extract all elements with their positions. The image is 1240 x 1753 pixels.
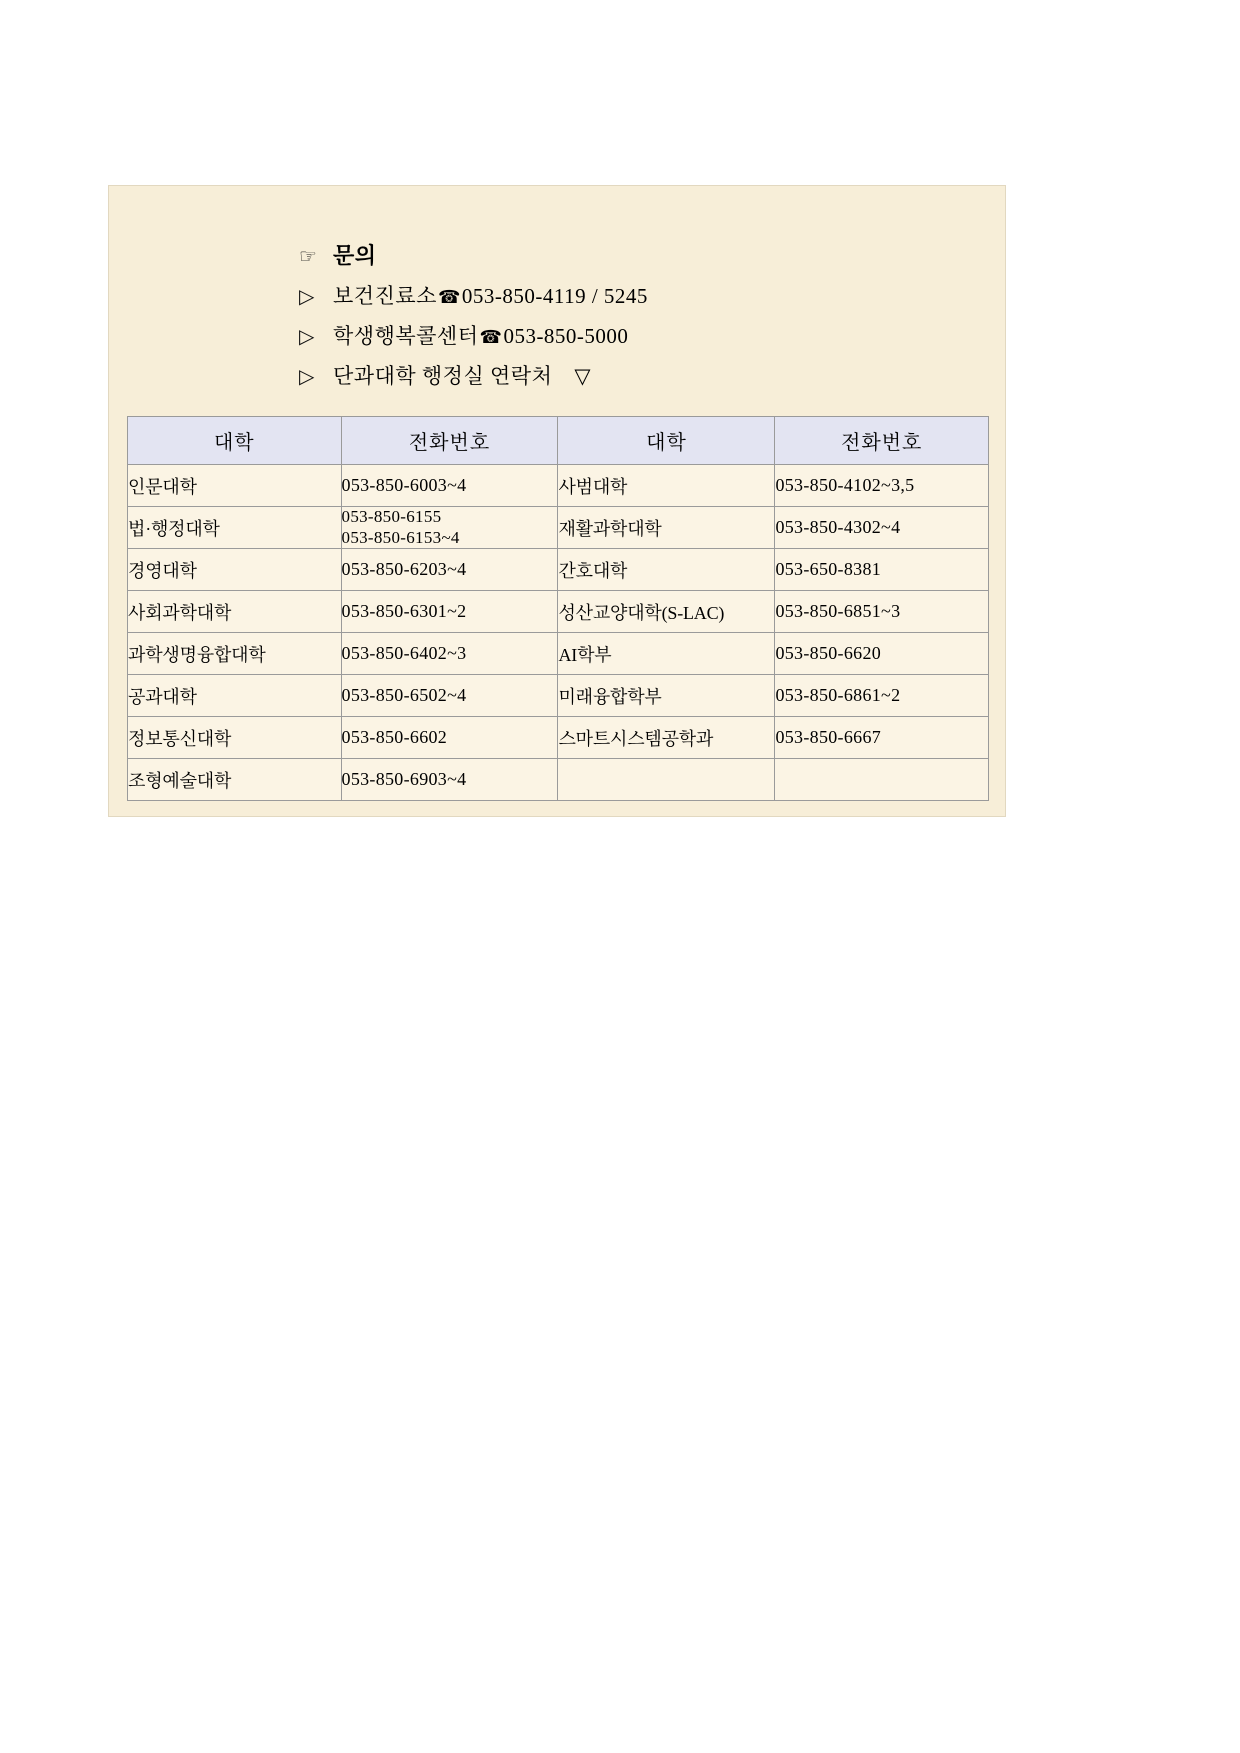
cell-college: 사회과학대학	[128, 591, 342, 633]
cell-phone: 053-850-6620	[775, 633, 989, 675]
notice-line-1-label: 보건진료소	[333, 284, 437, 308]
table-row	[128, 633, 989, 675]
cell-phone-line-2: 053-850-6153~4	[341, 527, 460, 547]
cell-college: 스마트시스템공학과	[558, 717, 775, 759]
telephone-icon: ☎	[479, 327, 503, 347]
cell-college: 정보통신대학	[128, 717, 342, 759]
cell-phone: 053-850-6861~2	[775, 675, 989, 717]
cell-phone: 053-850-4102~3,5	[775, 465, 989, 507]
notice-title: 문의	[333, 243, 377, 268]
cell-phone	[341, 507, 558, 549]
notice-header	[299, 241, 979, 402]
column-header-phone-1: 전화번호	[341, 417, 558, 465]
triangle-right-icon: ▷	[299, 326, 315, 348]
cell-phone: 053-850-4302~4	[775, 507, 989, 549]
table-row	[128, 507, 989, 549]
cell-phone: 053-850-6903~4	[341, 759, 558, 801]
table-row	[128, 549, 989, 591]
cell-phone: 053-850-6402~3	[341, 633, 558, 675]
cell-phone: 053-850-6003~4	[341, 465, 558, 507]
cell-phone: 053-850-6502~4	[341, 675, 558, 717]
cell-phone-empty	[775, 759, 989, 801]
table-row	[128, 759, 989, 801]
cell-phone: 053-850-6203~4	[341, 549, 558, 591]
cell-college: 미래융합학부	[558, 675, 775, 717]
cell-college: 공과대학	[128, 675, 342, 717]
cell-college: AI학부	[558, 633, 775, 675]
pointing-hand-icon: ☞	[299, 246, 318, 268]
notice-line-2-label: 학생행복콜센터	[333, 324, 479, 348]
column-header-phone-2: 전화번호	[775, 417, 989, 465]
telephone-icon: ☎	[437, 287, 461, 307]
cell-college: 법·행정대학	[128, 507, 342, 549]
cell-phone: 053-850-6602	[341, 717, 558, 759]
cell-phone: 053-850-6851~3	[775, 591, 989, 633]
cell-college: 경영대학	[128, 549, 342, 591]
triangle-right-icon: ▷	[299, 286, 315, 308]
notice-title-line	[299, 241, 979, 271]
table-row	[128, 675, 989, 717]
table-row	[128, 591, 989, 633]
table-header-row	[128, 417, 989, 465]
contact-panel	[108, 185, 1006, 817]
notice-line-1-phone: 053-850-4119 / 5245	[461, 284, 648, 308]
cell-college: 과학생명융합대학	[128, 633, 342, 675]
cell-phone: 053-850-6667	[775, 717, 989, 759]
notice-line-3-label: 단과대학 행정실 연락처	[333, 364, 553, 388]
cell-college: 성산교양대학(S-LAC)	[558, 591, 775, 633]
cell-college: 인문대학	[128, 465, 342, 507]
notice-line-2	[299, 322, 979, 351]
cell-college: 재활과학대학	[558, 507, 775, 549]
cell-phone-line-1: 053-850-6155	[341, 507, 442, 527]
column-header-college-1: 대학	[128, 417, 342, 465]
table-row	[128, 717, 989, 759]
cell-college: 간호대학	[558, 549, 775, 591]
table-row	[128, 465, 989, 507]
triangle-down-icon: ▽	[574, 364, 592, 388]
cell-college: 조형예술대학	[128, 759, 342, 801]
column-header-college-2: 대학	[558, 417, 775, 465]
notice-line-2-phone: 053-850-5000	[503, 324, 629, 348]
cell-phone: 053-850-6301~2	[341, 591, 558, 633]
cell-phone: 053-650-8381	[775, 549, 989, 591]
triangle-right-icon: ▷	[299, 366, 315, 388]
notice-line-3	[299, 362, 979, 391]
cell-college: 사범대학	[558, 465, 775, 507]
college-contact-table	[127, 416, 989, 801]
cell-college-empty	[558, 759, 775, 801]
notice-line-1	[299, 282, 979, 311]
